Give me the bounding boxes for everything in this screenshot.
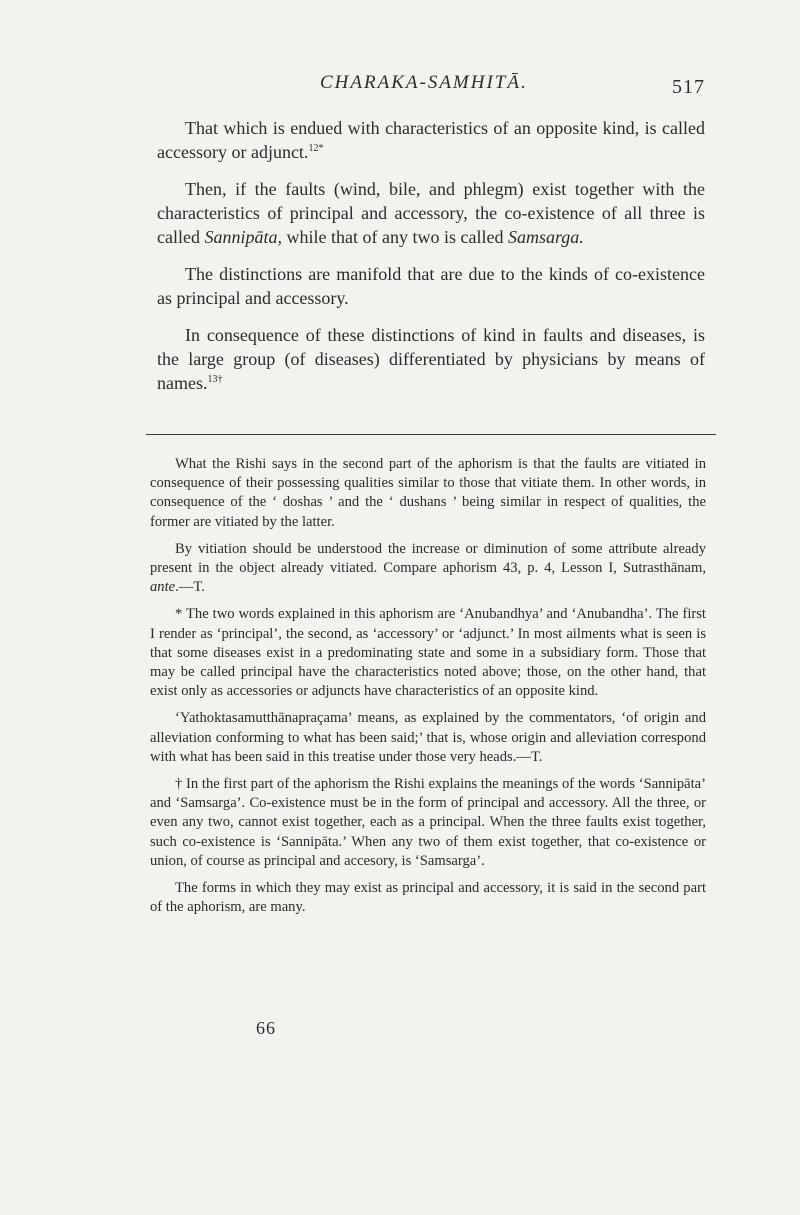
term-samsarga: Samsarga. bbox=[507, 227, 584, 247]
page-number: 517 bbox=[672, 76, 705, 98]
main-paragraph-4: In consequence of these distinctions of kind in faults and diseases, is the large group (of diseases) differentiated by physicians by means of names.$^{13\dagger}$ bbox=[157, 325, 705, 393]
footnote-paragraph: ‘Yathoktasamutthānapraçama’ means, as explained by the commentators, ‘of origin and alleviation conforming to what has been said;’ that is, whose origin and alleviation correspond with what has been said in this treatise under those very heads.—T. bbox=[150, 710, 706, 765]
footnote-paragraph: † In the first part of the aphorism the Rishi explains the meanings of the words ‘Sannipāta’ and ‘Samsarga’. Co-existence must be in the form of principal and accessory. All the three, or even any two, cannot exist together, each as a principal. When the three faults exist together, such co-existence is ‘Sannipāta.’ When any two of them exist together, that co-existence or union, of course as principal and accesory, is ‘Samsarga’. bbox=[150, 776, 706, 869]
footnote-paragraph: By vitiation should be understood the increase or diminution of some attribute already present in the object already vitiated. Compare aphorism 43, p. 4, Lesson I, Sutrasthānam, ante.—T. bbox=[150, 540, 706, 596]
signature-mark: 66 bbox=[256, 1018, 276, 1038]
footnote-paragraph: The forms in which they may exist as principal and accessory, it is said in the second part of the aphorism, are many. bbox=[150, 880, 706, 916]
main-text bbox=[157, 116, 705, 408]
term-sannipata: Sannipāta, bbox=[204, 227, 282, 247]
note-reference: 13† bbox=[207, 374, 223, 385]
footnotes bbox=[150, 455, 706, 925]
running-head bbox=[0, 70, 800, 100]
main-paragraph-3: The distinctions are manifold that are due to the kinds of co-existence as principal and accessory. bbox=[157, 264, 705, 308]
footnote-paragraph: What the Rishi says in the second part of the aphorism is that the faults are vitiated in consequence of their possessing qualities similar to those that vitiate them. In other words, in consequence of the ‘ doshas ’ and the ‘ dushans ’ being similar in respect of qualities, the former are vitiated by the latter. bbox=[150, 456, 706, 530]
running-title: CHARAKA-SAMHITĀ. bbox=[320, 72, 528, 93]
note-reference: 12* bbox=[308, 143, 324, 154]
main-paragraph-1: That which is endued with characteristics of an opposite kind, is called accessory or adjunct.$^{12*}$ bbox=[157, 118, 705, 162]
footnote-divider bbox=[146, 434, 716, 435]
footnote-paragraph: * The two words explained in this aphorism are ‘Anubandhya’ and ‘Anubandha’. The first I render as ‘principal’, the second, as ‘accessory’ or ‘adjunct.’ In most ailments what is seen is that some diseases exist in a predominating state and some in a subsidiary form. Those that may be called principal have the characteristics noted above; those, on the other hand, that exist only as accessories or adjuncts have characteristics of an opposite kind. bbox=[150, 606, 706, 700]
main-paragraph-2: Then, if the faults (wind, bile, and phlegm) exist together with the characteristics of principal and accessory, the co-existence of all three is called Sannipāta, while that of any two is called Samsarga. bbox=[157, 179, 705, 247]
